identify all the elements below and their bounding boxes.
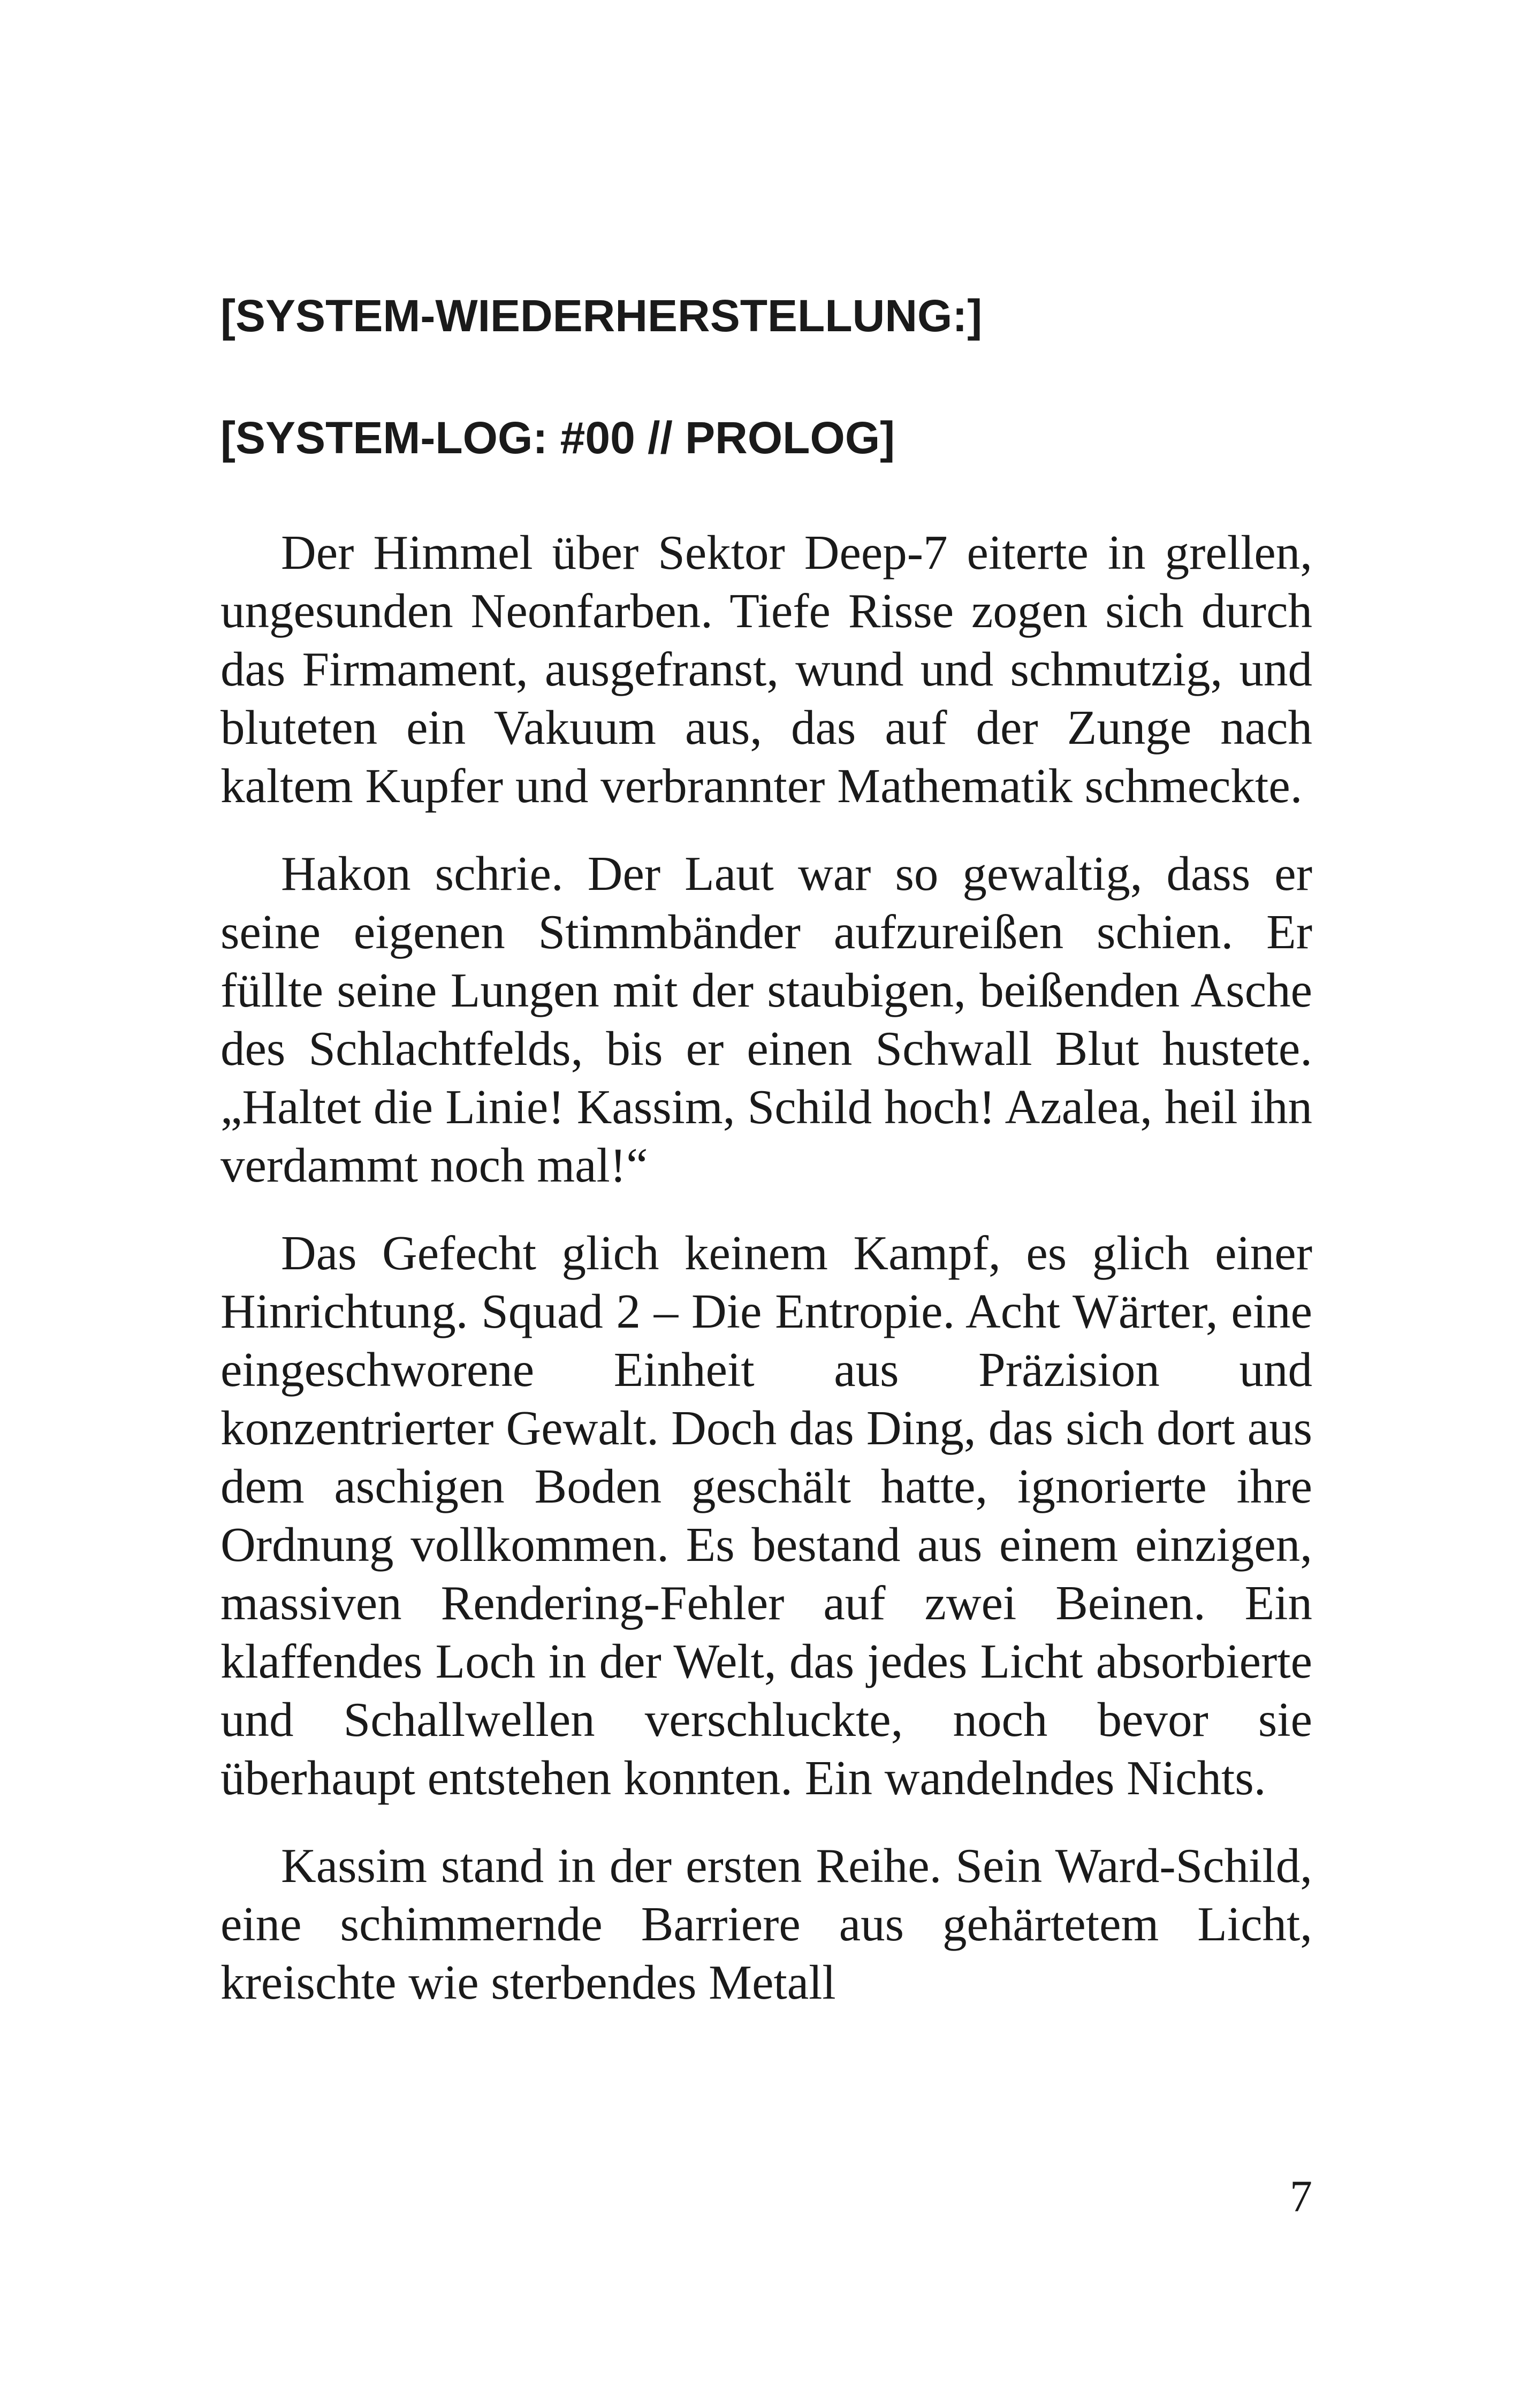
paragraph: Kassim stand in der ersten Reihe. Sein Ward-Schild, eine schimmernde Barriere aus gehärtetem Licht, kreischte wie sterbendes Metall — [220, 1839, 1312, 2009]
paragraph: Der Himmel über Sektor Deep-7 eiterte in grellen, ungesunden Neonfarben. Tiefe Risse zogen sich durch das Firmament, ausgefranst, wund und schmutzig, und bluteten ein Vakuum aus, das auf der Zunge nach kaltem Kupfer und verbrannter Mathematik schmeckte. — [220, 525, 1312, 813]
paragraph: Das Gefecht glich keinem Kampf, es glich einer Hinrichtung. Squad 2 – Die Entropie. Acht Wärter, eine eingeschworene Einheit aus Präzision und konzentrierter Gewalt. Doch das Ding, das sich dort aus dem aschigen Boden geschält hatte, ignorierte ihre Ordnung vollkommen. Es bestand aus einem einzigen, massiven Rendering-Fehler auf zwei Beinen. Ein klaffendes Loch in der Welt, das jedes Licht absorbierte und Schallwellen verschluckte, noch bevor sie überhaupt entstehen konnten. Ein wandelndes Nichts. — [220, 1226, 1312, 1805]
page-text-block — [220, 289, 1312, 2011]
system-log-heading: [SYSTEM-LOG: #00 // PROLOG] — [220, 413, 895, 463]
paragraph: Hakon schrie. Der Laut war so gewaltig, dass er seine eigenen Stimmbänder aufzureißen schien. Er füllte seine Lungen mit der staubigen, beißenden Asche des Schlachtfelds, bis er einen Schwall Blut hustete. „Haltet die Linie! Kassim, Schild hoch! Azalea, heil ihn verdammt noch mal!“ — [220, 847, 1312, 1192]
page-number: 7 — [1290, 2171, 1312, 2221]
body-text — [220, 523, 1312, 2011]
system-restore-heading: [SYSTEM-WIEDERHERSTELLUNG:] — [220, 291, 983, 341]
